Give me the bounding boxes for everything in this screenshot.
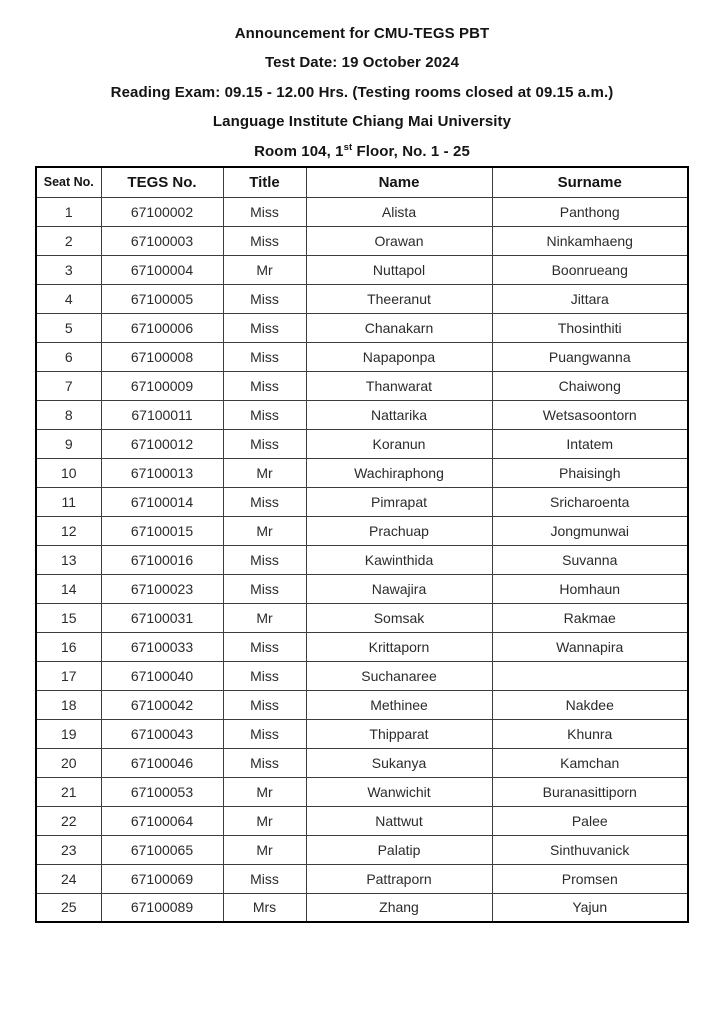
cell-name: Pimrapat: [306, 487, 492, 516]
room-prefix: Room 104, 1: [254, 142, 344, 160]
cell-surname: Khunra: [492, 719, 688, 748]
cell-tegs-no: 67100064: [101, 806, 223, 835]
cell-name: Nuttapol: [306, 255, 492, 284]
cell-title: Miss: [223, 400, 306, 429]
exam-time-line: Reading Exam: 09.15 - 12.00 Hrs. (Testing rooms closed at 09.15 a.m.): [110, 83, 614, 101]
cell-tegs-no: 67100012: [101, 429, 223, 458]
cell-title: Miss: [223, 632, 306, 661]
table-row: [36, 487, 688, 516]
cell-title: Miss: [223, 342, 306, 371]
table-row: [36, 603, 688, 632]
cell-tegs-no: 67100014: [101, 487, 223, 516]
cell-title: Miss: [223, 371, 306, 400]
table-row: [36, 864, 688, 893]
cell-name: Zhang: [306, 893, 492, 922]
cell-name: Prachuap: [306, 516, 492, 545]
cell-title: Miss: [223, 197, 306, 226]
cell-surname: Jongmunwai: [492, 516, 688, 545]
cell-name: Pattraporn: [306, 864, 492, 893]
cell-name: Sukanya: [306, 748, 492, 777]
table-row: [36, 255, 688, 284]
cell-title: Miss: [223, 690, 306, 719]
seating-table: [35, 166, 689, 923]
institute-line: Language Institute Chiang Mai University: [212, 113, 512, 131]
cell-tegs-no: 67100009: [101, 371, 223, 400]
cell-title: Miss: [223, 748, 306, 777]
cell-surname: Jittara: [492, 284, 688, 313]
cell-seat-no: 10: [36, 458, 101, 487]
table-row: [36, 632, 688, 661]
cell-seat-no: 11: [36, 487, 101, 516]
cell-tegs-no: 67100042: [101, 690, 223, 719]
room-ordinal-sup: st: [343, 141, 353, 153]
cell-seat-no: 16: [36, 632, 101, 661]
cell-surname: Homhaun: [492, 574, 688, 603]
cell-surname: Chaiwong: [492, 371, 688, 400]
cell-title: Mr: [223, 806, 306, 835]
table-row: [36, 719, 688, 748]
cell-tegs-no: 67100053: [101, 777, 223, 806]
cell-surname: Sricharoenta: [492, 487, 688, 516]
cell-seat-no: 13: [36, 545, 101, 574]
cell-seat-no: 3: [36, 255, 101, 284]
table-body: [36, 197, 688, 922]
cell-surname: Rakmae: [492, 603, 688, 632]
cell-tegs-no: 67100046: [101, 748, 223, 777]
cell-name: Palatip: [306, 835, 492, 864]
table-row: [36, 284, 688, 313]
cell-surname: Promsen: [492, 864, 688, 893]
cell-tegs-no: 67100031: [101, 603, 223, 632]
test-date-line: Test Date: 19 October 2024: [264, 54, 460, 72]
cell-seat-no: 6: [36, 342, 101, 371]
table-row: [36, 748, 688, 777]
column-header-name: Name: [306, 167, 492, 197]
cell-surname: Ninkamhaeng: [492, 226, 688, 255]
table-row: [36, 835, 688, 864]
cell-surname: Wannapira: [492, 632, 688, 661]
table-row: [36, 690, 688, 719]
table-row: [36, 429, 688, 458]
cell-surname: Puangwanna: [492, 342, 688, 371]
cell-name: Nattwut: [306, 806, 492, 835]
cell-tegs-no: 67100089: [101, 893, 223, 922]
cell-surname: Palee: [492, 806, 688, 835]
cell-name: Wachiraphong: [306, 458, 492, 487]
cell-name: Orawan: [306, 226, 492, 255]
announcement-title: Announcement for CMU-TEGS PBT: [234, 25, 490, 42]
cell-seat-no: 19: [36, 719, 101, 748]
cell-surname: Kamchan: [492, 748, 688, 777]
room-line: [0, 137, 724, 166]
cell-seat-no: 5: [36, 313, 101, 342]
cell-seat-no: 20: [36, 748, 101, 777]
cell-surname: Suvanna: [492, 545, 688, 574]
cell-seat-no: 12: [36, 516, 101, 545]
cell-seat-no: 25: [36, 893, 101, 922]
cell-surname: [492, 661, 688, 690]
column-header-title: Title: [223, 167, 306, 197]
cell-title: Miss: [223, 487, 306, 516]
cell-seat-no: 15: [36, 603, 101, 632]
table-row: [36, 458, 688, 487]
cell-tegs-no: 67100016: [101, 545, 223, 574]
cell-seat-no: 4: [36, 284, 101, 313]
cell-surname: Thosinthiti: [492, 313, 688, 342]
cell-seat-no: 7: [36, 371, 101, 400]
cell-title: Miss: [223, 719, 306, 748]
cell-tegs-no: 67100043: [101, 719, 223, 748]
cell-seat-no: 8: [36, 400, 101, 429]
cell-tegs-no: 67100015: [101, 516, 223, 545]
cell-name: Thipparat: [306, 719, 492, 748]
cell-name: Napaponpa: [306, 342, 492, 371]
table-row: [36, 574, 688, 603]
table-row: [36, 313, 688, 342]
cell-name: Suchanaree: [306, 661, 492, 690]
table-row: [36, 661, 688, 690]
cell-title: Miss: [223, 545, 306, 574]
cell-tegs-no: 67100003: [101, 226, 223, 255]
cell-surname: Intatem: [492, 429, 688, 458]
cell-surname: Nakdee: [492, 690, 688, 719]
column-header-seat-no: Seat No.: [36, 167, 101, 197]
table-row: [36, 371, 688, 400]
cell-seat-no: 22: [36, 806, 101, 835]
cell-seat-no: 18: [36, 690, 101, 719]
cell-tegs-no: 67100033: [101, 632, 223, 661]
cell-surname: Yajun: [492, 893, 688, 922]
cell-tegs-no: 67100011: [101, 400, 223, 429]
cell-title: Mr: [223, 255, 306, 284]
table-row: [36, 893, 688, 922]
cell-surname: Sinthuvanick: [492, 835, 688, 864]
cell-name: Nattarika: [306, 400, 492, 429]
cell-title: Miss: [223, 574, 306, 603]
cell-title: Mr: [223, 458, 306, 487]
table-row: [36, 806, 688, 835]
cell-tegs-no: 67100013: [101, 458, 223, 487]
cell-tegs-no: 67100023: [101, 574, 223, 603]
cell-name: Alista: [306, 197, 492, 226]
cell-tegs-no: 67100002: [101, 197, 223, 226]
cell-name: Chanakarn: [306, 313, 492, 342]
cell-name: Somsak: [306, 603, 492, 632]
cell-surname: Boonrueang: [492, 255, 688, 284]
table-row: [36, 516, 688, 545]
table-row: [36, 197, 688, 226]
cell-name: Theeranut: [306, 284, 492, 313]
table-row: [36, 342, 688, 371]
table-row: [36, 400, 688, 429]
cell-surname: Panthong: [492, 197, 688, 226]
cell-name: Krittaporn: [306, 632, 492, 661]
cell-title: Mr: [223, 603, 306, 632]
cell-surname: Buranasittiporn: [492, 777, 688, 806]
cell-tegs-no: 67100005: [101, 284, 223, 313]
cell-title: Mr: [223, 835, 306, 864]
cell-seat-no: 21: [36, 777, 101, 806]
table-row: [36, 777, 688, 806]
cell-title: Mrs: [223, 893, 306, 922]
cell-seat-no: 2: [36, 226, 101, 255]
cell-surname: Phaisingh: [492, 458, 688, 487]
table-row: [36, 545, 688, 574]
cell-surname: Wetsasoontorn: [492, 400, 688, 429]
cell-seat-no: 14: [36, 574, 101, 603]
room-suffix: Floor, No. 1 - 25: [352, 142, 470, 160]
cell-title: Miss: [223, 661, 306, 690]
cell-tegs-no: 67100065: [101, 835, 223, 864]
cell-title: Miss: [223, 284, 306, 313]
cell-name: Thanwarat: [306, 371, 492, 400]
table-row: [36, 226, 688, 255]
cell-title: Mr: [223, 777, 306, 806]
column-header-surname: Surname: [492, 167, 688, 197]
cell-seat-no: 23: [36, 835, 101, 864]
cell-seat-no: 17: [36, 661, 101, 690]
cell-title: Miss: [223, 226, 306, 255]
cell-seat-no: 24: [36, 864, 101, 893]
cell-name: Kawinthida: [306, 545, 492, 574]
cell-tegs-no: 67100040: [101, 661, 223, 690]
cell-name: Wanwichit: [306, 777, 492, 806]
table-header-row: [36, 167, 688, 197]
cell-name: Koranun: [306, 429, 492, 458]
cell-tegs-no: 67100008: [101, 342, 223, 371]
cell-name: Nawajira: [306, 574, 492, 603]
cell-title: Miss: [223, 313, 306, 342]
cell-seat-no: 9: [36, 429, 101, 458]
cell-tegs-no: 67100006: [101, 313, 223, 342]
cell-title: Miss: [223, 429, 306, 458]
column-header-tegs-no: TEGS No.: [101, 167, 223, 197]
cell-tegs-no: 67100004: [101, 255, 223, 284]
cell-title: Mr: [223, 516, 306, 545]
cell-name: Methinee: [306, 690, 492, 719]
cell-seat-no: 1: [36, 197, 101, 226]
cell-title: Miss: [223, 864, 306, 893]
cell-tegs-no: 67100069: [101, 864, 223, 893]
